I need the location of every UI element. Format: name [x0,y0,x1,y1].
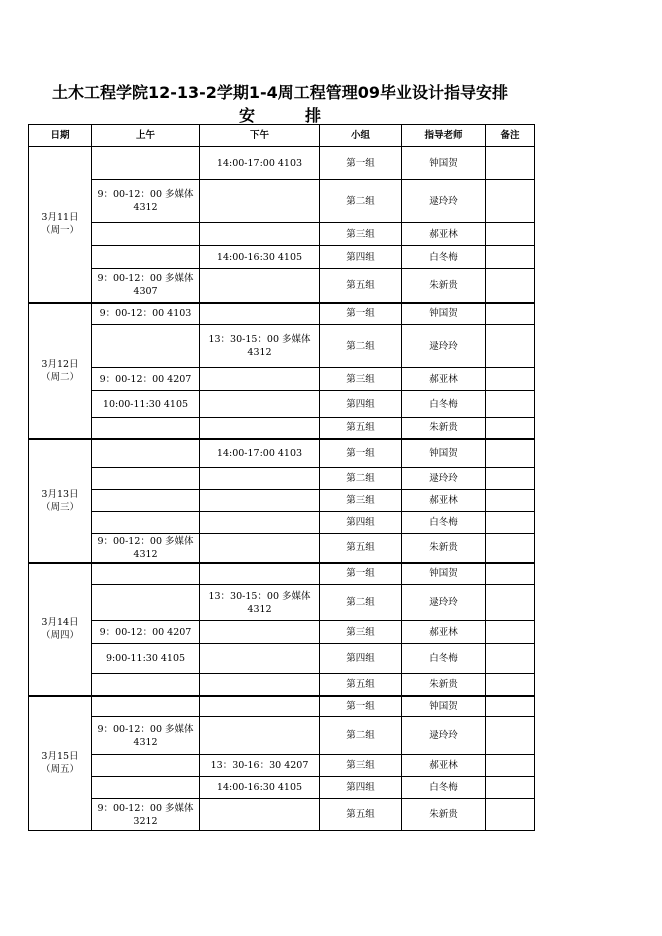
weekday-label: （周一） [40,225,79,237]
weekday-label: （周四） [40,630,79,641]
teacher-cell: 郝亚林 [402,755,486,777]
morning-cell [92,246,200,269]
table-row [29,755,535,777]
morning-cell [92,468,200,490]
morning-cell [92,147,200,180]
table-row [29,468,535,490]
teacher-cell: 郝亚林 [402,368,486,391]
note-cell [486,368,535,391]
date-label: 3月15日 [41,751,79,763]
teacher-cell: 逯玲玲 [402,180,486,223]
table-row [29,303,535,325]
afternoon-cell [200,534,320,563]
table-row [29,777,535,799]
group-cell: 第四组 [320,512,402,534]
morning-cell [92,585,200,621]
afternoon-cell [200,621,320,644]
morning-cell: 9：00-12：00 多媒体 3212 [92,799,200,831]
date-label: 3月12日 [41,358,79,370]
note-cell [486,644,535,674]
group-cell: 第四组 [320,391,402,418]
table-row [29,799,535,831]
afternoon-cell [200,368,320,391]
afternoon-cell [200,391,320,418]
table-row [29,563,535,585]
teacher-cell: 郝亚林 [402,490,486,512]
group-cell: 第一组 [320,147,402,180]
table-row [29,223,535,246]
note-cell [486,621,535,644]
morning-cell [92,439,200,468]
subtitle-char-b: 排 [305,106,322,125]
note-cell [486,246,535,269]
note-cell [486,534,535,563]
note-cell [486,777,535,799]
schedule-table [28,124,535,831]
morning-cell: 10:00-11:30 4105 [92,391,200,418]
afternoon-cell [200,269,320,303]
table-row [29,269,535,303]
note-cell [486,391,535,418]
morning-cell [92,696,200,717]
teacher-cell: 钟国贺 [402,147,486,180]
morning-cell: 9：00-12：00 4207 [92,368,200,391]
note-cell [486,147,535,180]
table-row [29,534,535,563]
page-title: 土木工程学院12-13-2学期1-4周工程管理09毕业设计指导安排 [51,83,509,102]
morning-cell: 9：00-12：00 4103 [92,303,200,325]
group-cell: 第五组 [320,674,402,696]
table-row [29,717,535,755]
teacher-cell: 钟国贺 [402,439,486,468]
teacher-cell: 钟国贺 [402,563,486,585]
morning-cell [92,512,200,534]
table-row [29,368,535,391]
group-cell: 第三组 [320,755,402,777]
teacher-cell: 白冬梅 [402,644,486,674]
morning-cell: 9：00-12：00 多媒体4312 [92,180,200,223]
note-cell [486,674,535,696]
note-cell [486,490,535,512]
table-row [29,439,535,468]
afternoon-cell [200,490,320,512]
weekday-label: （周五） [40,764,79,776]
header-note: 备注 [486,125,535,147]
page-subtitle [0,103,560,126]
group-cell: 第三组 [320,223,402,246]
subtitle-char-a: 安 [238,106,255,125]
group-cell: 第二组 [320,717,402,755]
group-cell: 第五组 [320,534,402,563]
note-cell [486,180,535,223]
morning-cell [92,223,200,246]
group-cell: 第三组 [320,368,402,391]
afternoon-cell [200,180,320,223]
group-cell: 第一组 [320,303,402,325]
afternoon-cell [200,799,320,831]
morning-cell: 9：00-12：00 多媒体 4312 [92,717,200,755]
afternoon-cell: 14:00-17:00 4103 [200,439,320,468]
note-cell [486,585,535,621]
morning-cell [92,325,200,368]
teacher-cell: 白冬梅 [402,246,486,269]
table-row [29,512,535,534]
note-cell [486,799,535,831]
teacher-cell: 朱新贵 [402,799,486,831]
header-date: 日期 [29,125,92,147]
header-morning: 上午 [92,125,200,147]
group-cell: 第一组 [320,439,402,468]
morning-cell [92,490,200,512]
group-cell: 第四组 [320,777,402,799]
teacher-cell: 郝亚林 [402,223,486,246]
schedule-body [29,147,535,831]
group-cell: 第五组 [320,799,402,831]
afternoon-cell [200,223,320,246]
afternoon-cell: 13：30-16：30 4207 [200,755,320,777]
group-cell: 第四组 [320,246,402,269]
teacher-cell: 朱新贵 [402,674,486,696]
date-cell [29,303,92,439]
afternoon-cell [200,512,320,534]
table-row [29,246,535,269]
header-row [29,125,535,147]
group-cell: 第五组 [320,269,402,303]
morning-cell: 9：00-12：00 4207 [92,621,200,644]
group-cell: 第二组 [320,325,402,368]
table-row [29,621,535,644]
morning-cell [92,755,200,777]
group-cell: 第三组 [320,490,402,512]
afternoon-cell [200,674,320,696]
date-cell [29,563,92,696]
teacher-cell: 朱新贵 [402,269,486,303]
table-row [29,418,535,439]
note-cell [486,325,535,368]
note-cell [486,269,535,303]
morning-cell: 9:00-11:30 4105 [92,644,200,674]
date-label: 3月13日 [41,488,79,500]
header-teacher: 指导老师 [402,125,486,147]
teacher-cell: 白冬梅 [402,391,486,418]
morning-cell: 9：00-12：00 多媒体4312 [92,534,200,563]
group-cell: 第五组 [320,418,402,439]
date-cell [29,147,92,303]
group-cell: 第二组 [320,180,402,223]
teacher-cell: 朱新贵 [402,418,486,439]
date-label: 3月11日 [41,212,79,224]
table-row [29,325,535,368]
morning-cell [92,418,200,439]
afternoon-cell: 14:00-17:00 4103 [200,147,320,180]
morning-cell [92,777,200,799]
group-cell: 第二组 [320,585,402,621]
afternoon-cell [200,563,320,585]
table-row [29,644,535,674]
afternoon-cell [200,418,320,439]
afternoon-cell [200,303,320,325]
date-label: 3月14日 [41,617,79,628]
table-row [29,585,535,621]
afternoon-cell: 14:00-16:30 4105 [200,246,320,269]
note-cell [486,717,535,755]
note-cell [486,439,535,468]
morning-cell [92,563,200,585]
teacher-cell: 逯玲玲 [402,585,486,621]
group-cell: 第四组 [320,644,402,674]
weekday-label: （周三） [40,501,79,513]
header-group: 小组 [320,125,402,147]
group-cell: 第一组 [320,696,402,717]
morning-cell [92,674,200,696]
afternoon-cell: 13：30-15：00 多媒体4312 [200,585,320,621]
teacher-cell: 朱新贵 [402,534,486,563]
table-row [29,147,535,180]
note-cell [486,303,535,325]
date-cell [29,439,92,563]
header-afternoon: 下午 [200,125,320,147]
group-cell: 第二组 [320,468,402,490]
teacher-cell: 逯玲玲 [402,468,486,490]
afternoon-cell: 13：30-15：00 多媒体4312 [200,325,320,368]
teacher-cell: 白冬梅 [402,512,486,534]
date-cell [29,696,92,831]
note-cell [486,418,535,439]
teacher-cell: 钟国贺 [402,303,486,325]
group-cell: 第一组 [320,563,402,585]
table-row [29,674,535,696]
afternoon-cell [200,696,320,717]
morning-cell: 9：00-12：00 多媒体 4307 [92,269,200,303]
afternoon-cell [200,468,320,490]
teacher-cell: 逯玲玲 [402,325,486,368]
note-cell [486,755,535,777]
afternoon-cell [200,644,320,674]
table-row [29,696,535,717]
table-row [29,391,535,418]
note-cell [486,468,535,490]
note-cell [486,512,535,534]
group-cell: 第三组 [320,621,402,644]
teacher-cell: 白冬梅 [402,777,486,799]
table-row [29,180,535,223]
table-row [29,490,535,512]
afternoon-cell: 14:00-16:30 4105 [200,777,320,799]
note-cell [486,563,535,585]
note-cell [486,223,535,246]
teacher-cell: 逯玲玲 [402,717,486,755]
weekday-label: （周二） [40,371,79,383]
teacher-cell: 郝亚林 [402,621,486,644]
note-cell [486,696,535,717]
teacher-cell: 钟国贺 [402,696,486,717]
afternoon-cell [200,717,320,755]
